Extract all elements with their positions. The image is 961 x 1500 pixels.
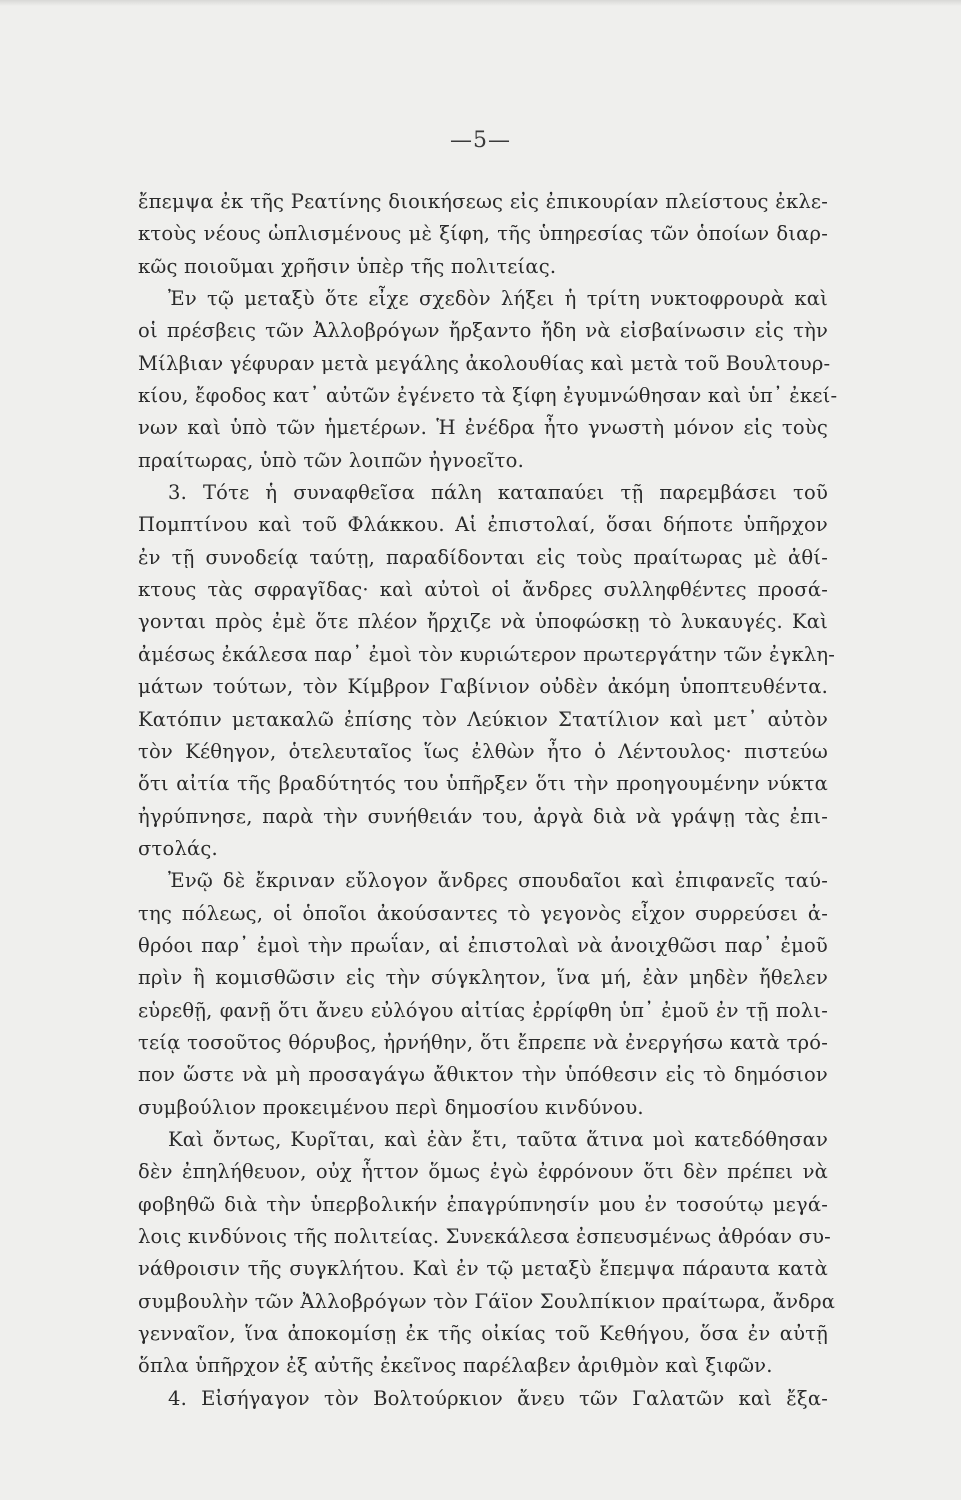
text-line: λοις κινδύνοις τῆς πολιτείας. Συνεκάλεσα ἐσπευσμένως ἀθρόαν συ-	[138, 1225, 831, 1248]
text-line: στολάς.	[138, 836, 218, 860]
text-line: της πόλεως, οἱ ὁποῖοι ἀκούσαντες τὸ γεγονὸς εἶχον συρρεύσει ἀ-	[138, 901, 828, 925]
text-line: εὑρεθῇ, φανῇ ὅτι ἄνευ εὐλόγου αἰτίας ἐρρίφθη ὑπ᾽ ἐμοῦ ἐν τῇ πολι-	[138, 998, 828, 1022]
text-line: ἠγρύπνησε, παρὰ τὴν συνήθειάν του, ἀργὰ διὰ νὰ γράψῃ τὰς ἐπι-	[138, 804, 828, 828]
text-line: κτοὺς νέους ὡπλισμένους μὲ ξίφη, τῆς ὑπηρεσίας τῶν ὁποίων διαρ-	[138, 222, 828, 246]
text-line: Ἐνῷ δὲ ἔκριναν εὔλογον ἄνδρες σπουδαῖοι καὶ ἐπιφανεῖς ταύ-	[168, 869, 828, 893]
text-line: τὸν Κέθηγον, ὁτελευταῖος ἵως ἐλθὼν ἦτο ὁ Λέντουλος· πιστεύω	[138, 739, 828, 763]
text-line: ὅτι αἰτία τῆς βραδύτητός του ὑπῆρξεν ὅτι τὴν προηγουμένην νύκτα	[138, 772, 828, 796]
text-line: Πομπτίνου καὶ τοῦ Φλάκκου. Αἱ ἐπιστολαί, ὅσαι δήποτε ὑπῆρχον	[138, 513, 828, 537]
text-line: ὅπλα ὑπῆρχον ἐξ αὐτῆς ἐκεῖνος παρέλαβεν ἀριθμὸν καὶ ξιφῶν.	[138, 1354, 773, 1378]
text-line: κτους τὰς σφραγῖδας· καὶ αὐτοὶ οἱ ἄνδρες συλληφθέντες προσά-	[138, 578, 828, 602]
text-line: φοβηθῶ διὰ τὴν ὑπερβολικήν ἐπαγρύπνησίν μου ἐν τοσούτῳ μεγά-	[138, 1192, 828, 1216]
text-line: κίου, ἔφοδος κατ᾽ αὐτῶν ἐγένετο τὰ ξίφη ἐγυμνώθησαν καὶ ὑπ᾽ ἐκεί-	[138, 384, 838, 408]
text-line: συμβούλιον προκειμένου περὶ δημοσίου κινδύνου.	[138, 1095, 644, 1119]
page-top-edge	[0, 0, 961, 6]
text-line: συμβουλὴν τῶν Ἀλλοβρόγων τὸν Γάϊον Σουλπίκιον πραίτωρα, ἄνδρα	[138, 1289, 836, 1313]
text-line: Κατόπιν μετακαλῶ ἐπίσης τὸν Λεύκιον Στατίλιον καὶ μετ᾽ αὐτὸν	[138, 707, 828, 731]
page-number: —5—	[450, 128, 511, 153]
text-line: 3. Τότε ἡ συναφθεῖσα πάλη καταπαύει τῇ παρεμβάσει τοῦ	[168, 481, 828, 505]
text-line: Μίλβιαν γέφυραν μετὰ μεγάλης ἀκολουθίας καὶ μετὰ τοῦ Βουλτουρ-	[138, 351, 831, 375]
text-line: πρὶν ἢ κομισθῶσιν εἰς τὴν σύγκλητον, ἵνα μή, ἐὰν μηδὲν ἤθελεν	[138, 966, 828, 990]
text-line: νων καὶ ὑπὸ τῶν ἡμετέρων. Ἡ ἐνέδρα ἦτο γνωστὴ μόνον εἰς τοὺς	[138, 416, 828, 440]
text-line: πον ὥστε νὰ μὴ προσαγάγω ἄθικτον τὴν ὑπόθεσιν εἰς τὸ δημόσιον	[138, 1063, 828, 1087]
text-line: θρόοι παρ᾽ ἐμοὶ τὴν πρωΐαν, αἱ ἐπιστολαὶ νὰ ἀνοιχθῶσι παρ᾽ ἐμοῦ	[138, 933, 828, 957]
text-line: τείᾳ τοσοῦτος θόρυβος, ἠρνήθην, ὅτι ἔπρεπε νὰ ἐνεργήσω κατὰ τρό-	[138, 1030, 828, 1054]
text-line: ἐν τῇ συνοδείᾳ ταύτῃ, παραδίδονται εἰς τοὺς πραίτωρας μὲ ἀθί-	[138, 545, 828, 569]
text-line: γονται πρὸς ἐμὲ ὅτε πλέον ἤρχιζε νὰ ὑποφώσκῃ τὸ λυκαυγές. Καὶ	[138, 610, 828, 634]
text-line: ἔπεμψα ἐκ τῆς Ρεατίνης διοικήσεως εἰς ἐπικουρίαν πλείστους ἐκλε-	[138, 190, 828, 213]
text-line: μάτων τούτων, τὸν Κίμβρον Γαβίνιον οὐδὲν ἀκόμη ὑποπτευθέντα.	[138, 675, 828, 699]
text-line: οἱ πρέσβεις τῶν Ἀλλοβρόγων ἤρξαντο ἤδη νὰ εἰσβαίνωσιν εἰς τὴν	[138, 319, 828, 343]
text-line: Καὶ ὄντως, Κυρῖται, καὶ ἐὰν ἔτι, ταῦτα ἅτινα μοὶ κατεδόθησαν	[168, 1127, 828, 1151]
text-line: δὲν ἐπηλήθευον, οὐχ ἧττον ὅμως ἐγὼ ἐφρόνουν ὅτι δὲν πρέπει νὰ	[138, 1160, 828, 1184]
text-line: 4. Εἰσήγαγον τὸν Βολτούρκιον ἄνευ τῶν Γαλατῶν καὶ ἔξα-	[168, 1386, 828, 1410]
body-text	[138, 186, 838, 1415]
text-line: κῶς ποιοῦμαι χρῆσιν ὑπὲρ τῆς πολιτείας.	[138, 254, 557, 278]
text-line: Ἐν τῷ μεταξὺ ὅτε εἶχε σχεδὸν λήξει ἡ τρίτη νυκτοφρουρὰ καὶ	[168, 287, 828, 311]
text-line: ἀμέσως ἐκάλεσα παρ᾽ ἐμοὶ τὸν κυριώτερον πρωτεργάτην τῶν ἐγκλη-	[138, 642, 836, 666]
text-line: πραίτωρας, ὑπὸ τῶν λοιπῶν ἠγνοεῖτο.	[138, 448, 525, 472]
text-line: γενναῖον, ἵνα ἀποκομίσῃ ἐκ τῆς οἰκίας τοῦ Κεθήγου, ὅσα ἐν αὐτῇ	[138, 1322, 828, 1346]
text-line: νάθροισιν τῆς συγκλήτου. Καὶ ἐν τῷ μεταξὺ ἔπεμψα πάραυτα κατὰ	[138, 1257, 828, 1281]
